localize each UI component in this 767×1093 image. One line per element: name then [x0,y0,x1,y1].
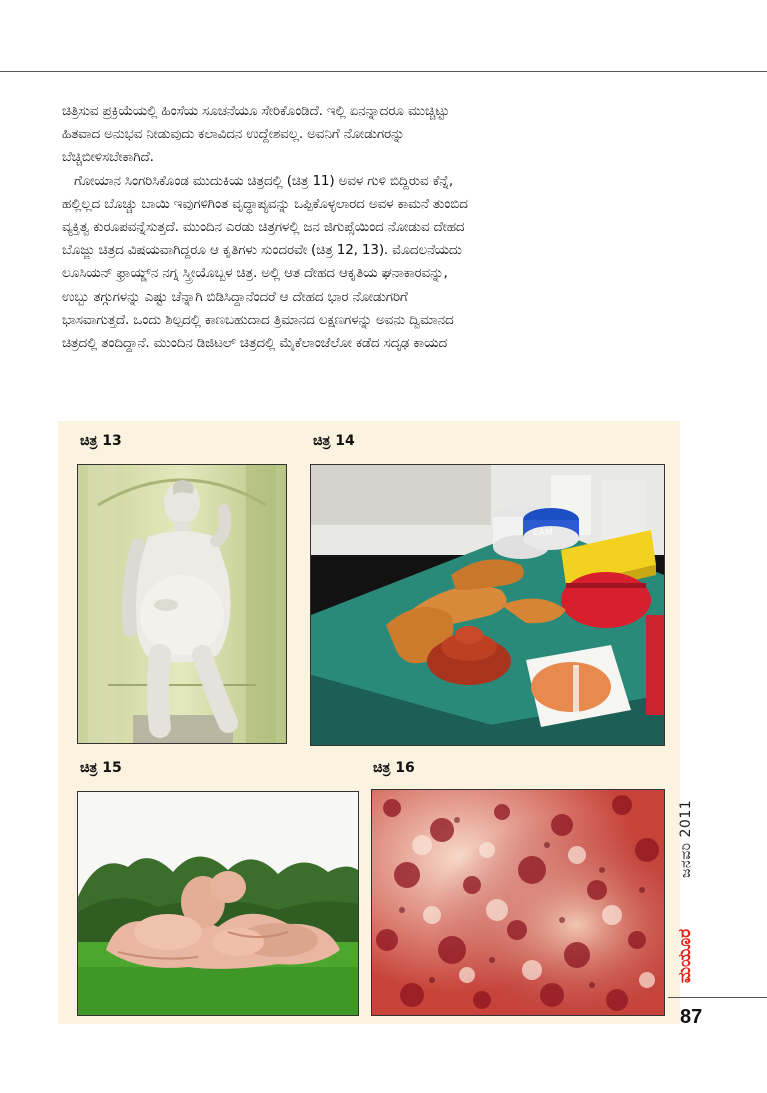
article-line: ಬೆಚ್ಚಿಬೀಳಿಸಬೇಕಾಗಿದೆ. [62,149,154,166]
article-line: ಬೊಜ್ಜು ಚಿತ್ರದ ವಿಷಯವಾಗಿದ್ದರೂ ಆ ಕೃತಿಗಳು ಸುಂದರವೇ (ಚಿತ್ರ 12, 13). ಮೊದಲನೆಯದು [62,242,462,259]
article-line: ಗೋಯಾನ ಸಿಂಗರಿಸಿಕೊಂಡ ಮುದುಕಿಯ ಚಿತ್ರದಲ್ಲಿ (ಚಿತ್ರ 11) ಅವಳ ಗುಳಿ ಬಿದ್ದಿರುವ ಕೆನ್ನೆ, [74,172,454,189]
figure-16-texture-image [371,789,665,1016]
figure-14-tub-label: EAM [533,528,553,538]
figure-13-caption: ಚಿತ್ರ 13 [80,433,122,449]
side-divider [668,997,767,998]
article-line: ವ್ಯಕ್ತಿತ್ವ ಕುರೂಪವನ್ನೆಸುತ್ತದೆ. ಮುಂದಿನ ಎರಡು ಚಿತ್ರಗಳಲ್ಲಿ ಜನ ಜಿಗುಪ್ಸೆಯಿಂದ ನೋಡುವ ದೇಹದ [62,219,465,236]
article-line: ಹಲ್ಲಿಲ್ಲದ ಬೊಚ್ಚು ಬಾಯಿ ಇವುಗಳಿಗಿಂತ ವೃದ್ಧಾಪ್ಯವನ್ನು ಒಪ್ಪಿಕೊಳ್ಳಲಾರದ ಅವಳ ಕಾಮನೆ ತುಂಬಿದ [62,195,468,212]
article-line: ಉಬ್ಬು ತಗ್ಗುಗಳನ್ನು ಎಷ್ಟು ಚೆನ್ನಾಗಿ ಬಿಡಿಸಿದ್ದಾನೆಂದರೆ ಆ ದೇಹದ ಭಾರ ನೋಡುಗರಿಗೆ [62,288,408,305]
article-body [62,100,672,355]
magazine-logo-text: ಮಯೂರ [675,928,695,984]
page-number: 87 [680,1006,703,1028]
article-line: ಲೂಸಿಯನ್ ಫ್ರಾಯ್ಡ್‌ನ ನಗ್ನ ಸ್ತ್ರೀಯೊಬ್ಬಳ ಚಿತ್ರ. ಅಲ್ಲಿ ಆತ ದೇಹದ ಆಕೃತಿಯ ಘನಾಕಾರವನ್ನು, [62,265,448,282]
figure-14-caption: ಚಿತ್ರ 14 [313,433,355,449]
figure-13-statue-image [77,464,287,744]
article-line: ಚಿತ್ರಿಸುವ ಪ್ರಕ್ರಿಯೆಯಲ್ಲಿ ಹಿಂಸೆಯ ಸೂಚನೆಯೂ ಸೇರಿಕೊಂಡಿದೆ. ಇಲ್ಲಿ ಏನನ್ನಾದರೂ ಮುಚ್ಚಿಟ್ಟು [62,103,450,119]
article-line: ಭಾಸವಾಗುತ್ತದೆ. ಒಂದು ಶಿಲ್ಪದಲ್ಲಿ ಕಾಣಬಹುದಾದ ತ್ರಿಮಾನದ ಲಕ್ಷಣಗಳನ್ನು ಅವನು ದ್ವಿಮಾನದ [62,311,454,328]
magazine-logo [670,920,710,992]
figure-15-sculpture-image [77,791,359,1016]
top-divider [0,71,767,72]
figure-14-objects-image [310,464,665,746]
article-line: ಚಿತ್ರದಲ್ಲಿ ತಂದಿದ್ದಾನೆ. ಮುಂದಿನ ಡಿಜಿಟಲ್ ಚಿತ್ರದಲ್ಲಿ ಮೈಕೆಲಾಂಜೆಲೋ ಕಡೆದ ಸದೃಢ ಕಾಯದ [62,335,448,352]
issue-date: ಜನವರಿ 2011 [678,800,694,879]
figure-16-caption: ಚಿತ್ರ 16 [373,760,415,776]
figure-15-caption: ಚಿತ್ರ 15 [80,760,122,776]
article-line: ಹಿತವಾದ ಅನುಭವ ನೀಡುವುದು ಕಲಾವಿದನ ಉದ್ದೇಶವಲ್ಲ. ಅವನಿಗೆ ನೋಡುಗರನ್ನು [62,126,405,143]
